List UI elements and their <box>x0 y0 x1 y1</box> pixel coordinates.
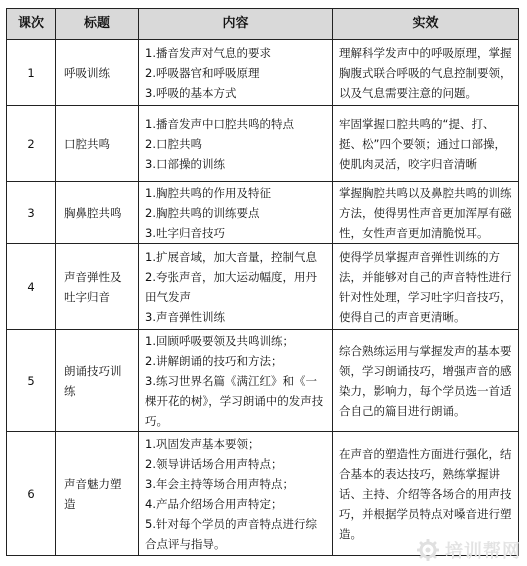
lesson-title: 声音弹性及吐字归音 <box>56 244 139 330</box>
content-line: 1.胸腔共鸣的作用及特征 <box>145 185 271 200</box>
content-line: 3.年会主持等场合用声特点； <box>145 476 294 491</box>
lesson-content <box>139 244 333 330</box>
content-line: 3.声音弹性训练 <box>145 309 225 324</box>
content-line: 2.呼吸器官和呼吸原理 <box>145 65 260 80</box>
gear-logo-icon <box>417 539 439 561</box>
lesson-effect: 理解科学发声中的呼吸原理，掌握胸腹式联合呼吸的气息控制要领，以及气息需要注意的问题。 <box>333 40 519 106</box>
table-row <box>7 244 519 330</box>
content-line: 1.巩固发声基本要领； <box>145 436 260 451</box>
content-line: 2.胸腔共鸣的训练要点 <box>145 205 260 220</box>
lesson-number: 2 <box>7 106 56 182</box>
lesson-content <box>139 182 333 244</box>
content-line: 2.讲解朗诵的技巧和方法； <box>145 353 283 368</box>
table-row <box>7 432 519 556</box>
content-line: 3.呼吸的基本方式 <box>145 85 237 100</box>
lesson-number: 1 <box>7 40 56 106</box>
watermark-text: 培训帮网 <box>445 541 521 562</box>
lesson-effect: 掌握胸腔共鸣以及鼻腔共鸣的训练方法，使得男性声音更加浑厚有磁性，女性声音更加清脆悦耳。 <box>333 182 519 244</box>
lesson-content <box>139 432 333 556</box>
content-line: 1.回顾呼吸要领及共鸣训练； <box>145 333 294 348</box>
lesson-content <box>139 106 333 182</box>
watermark <box>417 538 521 562</box>
content-line: 3.吐字归音技巧 <box>145 225 225 240</box>
lesson-effect: 综合熟练运用与掌握发声的基本要领，学习朗诵技巧，增强声音的感染力，影响力，每个学员选一首适合自己的篇目进行朗诵。 <box>333 330 519 432</box>
lesson-number: 5 <box>7 330 56 432</box>
content-line: 3.练习世界名篇《满江红》和《一棵开花的树》，学习朗诵中的发声技巧。 <box>145 373 324 428</box>
table-header-row <box>7 9 519 40</box>
lesson-effect: 牢固掌握口腔共鸣的“提、打、挺、松”四个要领；通过口部操，使肌肉灵活，咬字归音清晰 <box>333 106 519 182</box>
lesson-title: 声音魅力塑造 <box>56 432 139 556</box>
content-line: 4.产品介绍场合用声特定； <box>145 496 283 511</box>
table-row <box>7 106 519 182</box>
table-row <box>7 330 519 432</box>
content-line: 2.领导讲话场合用声特点； <box>145 456 283 471</box>
lesson-effect: 在声音的塑造性方面进行强化，结合基本的表达技巧，熟练掌握讲话、主持、介绍等各场合的用声技巧，并根据学员特点对嗓音进行塑造。 <box>333 432 519 556</box>
lesson-content <box>139 40 333 106</box>
lesson-content <box>139 330 333 432</box>
content-line: 2.夸张声音，加大运动幅度，用丹田气发声 <box>145 269 317 304</box>
content-line: 3.口部操的训练 <box>145 156 225 171</box>
lesson-title: 口腔共鸣 <box>56 106 139 182</box>
content-line: 1.扩展音域，加大音量，控制气息 <box>145 249 317 264</box>
lesson-title: 胸鼻腔共鸣 <box>56 182 139 244</box>
table-row <box>7 182 519 244</box>
lesson-number: 6 <box>7 432 56 556</box>
lesson-number: 4 <box>7 244 56 330</box>
header-content: 内容 <box>139 9 333 40</box>
content-line: 5.针对每个学员的声音特点进行综合点评与指导。 <box>145 516 317 551</box>
content-line: 1.播音发声对气息的要求 <box>145 45 271 60</box>
header-lesson: 课次 <box>7 9 56 40</box>
course-table <box>6 8 519 556</box>
table-row <box>7 40 519 106</box>
lesson-title: 朗诵技巧训练 <box>56 330 139 432</box>
lesson-effect: 使得学员掌握声音弹性训练的方法，并能够对自己的声音特性进行针对性处理，学习吐字归音技巧，使得自己的声音更清晰。 <box>333 244 519 330</box>
header-title: 标题 <box>56 9 139 40</box>
header-effect: 实效 <box>333 9 519 40</box>
lesson-number: 3 <box>7 182 56 244</box>
lesson-title: 呼吸训练 <box>56 40 139 106</box>
content-line: 1.播音发声中口腔共鸣的特点 <box>145 116 294 131</box>
content-line: 2.口腔共鸣 <box>145 136 202 151</box>
